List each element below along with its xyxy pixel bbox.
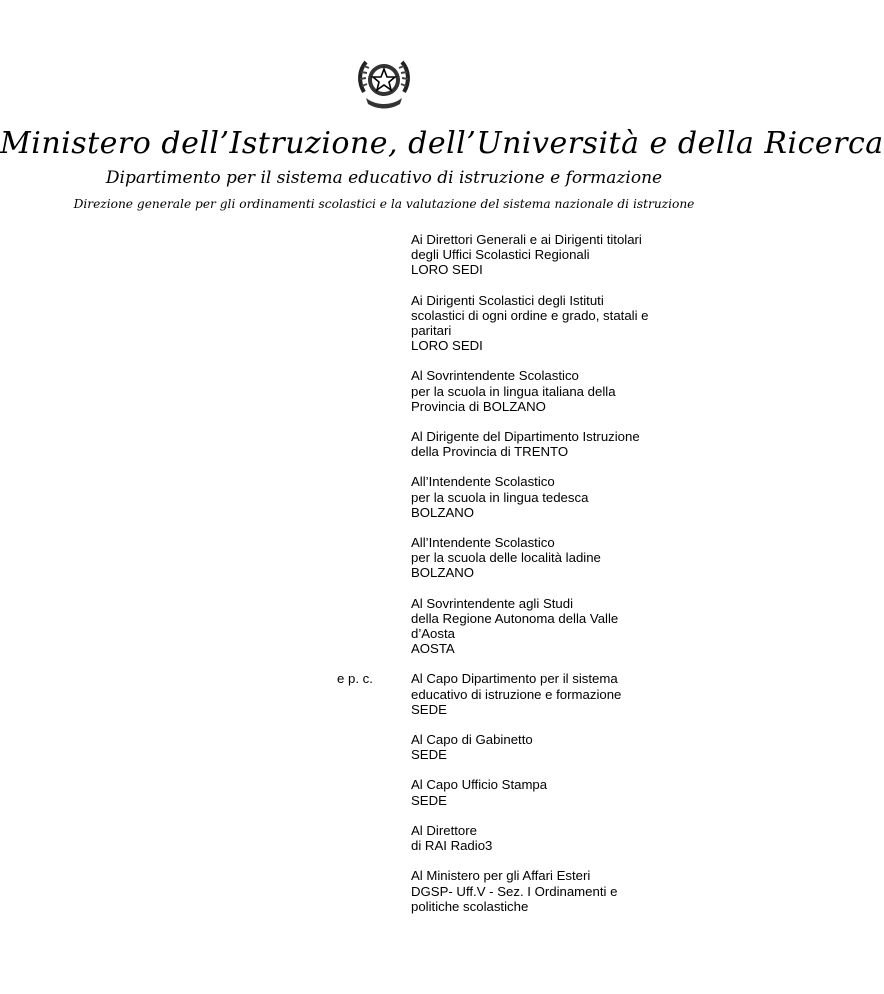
recipient-block bbox=[411, 777, 701, 807]
recipient-block bbox=[411, 596, 701, 657]
recipient-line: LORO SEDI bbox=[411, 262, 483, 278]
recipient-line: Al Ministero per gli Affari Esteri bbox=[411, 868, 591, 884]
recipient-line: Al Capo Ufficio Stampa bbox=[411, 777, 548, 793]
recipient-line: degli Uffici Scolastici Regionali bbox=[411, 247, 590, 263]
recipient-line: All’Intendente Scolastico bbox=[411, 474, 555, 490]
recipient-line: scolastici di ogni ordine e grado, statali e bbox=[411, 307, 649, 323]
recipient-line: SEDE bbox=[411, 747, 447, 763]
recipient-block bbox=[411, 868, 701, 914]
recipient-block bbox=[411, 823, 701, 853]
recipient-line: Al Sovrintendente agli Studi bbox=[411, 595, 574, 611]
epc-label: e p. c. bbox=[337, 671, 373, 687]
recipient-line: della Regione Autonoma della Valle bbox=[411, 610, 619, 626]
recipient-line: Ai Dirigenti Scolastici degli Istituti bbox=[411, 292, 604, 308]
recipient-line: per la scuola in lingua tedesca bbox=[411, 489, 589, 505]
recipient-line: Al Direttore bbox=[411, 822, 477, 838]
direction-title: Direzione generale per gli ordinamenti scolastici e la valutazione del sistema nazionale di istruzione bbox=[73, 197, 695, 211]
recipient-line: paritari bbox=[411, 323, 452, 339]
recipient-block bbox=[337, 671, 701, 717]
recipient-line: di RAI Radio3 bbox=[411, 838, 493, 854]
recipient-line: educativo di istruzione e formazione bbox=[411, 686, 622, 702]
recipient-line: Al Capo di Gabinetto bbox=[411, 732, 533, 748]
recipient-line: per la scuola in lingua italiana della bbox=[411, 383, 616, 399]
recipient-line: Al Capo Dipartimento per il sistema bbox=[411, 671, 618, 687]
italian-republic-emblem-icon bbox=[354, 52, 414, 114]
recipient-line: per la scuola delle località ladine bbox=[411, 550, 601, 566]
recipient-line: BOLZANO bbox=[411, 565, 475, 581]
recipient-line: LORO SEDI bbox=[411, 338, 483, 354]
recipient-block bbox=[411, 232, 701, 278]
recipient-line: Ai Direttori Generali e ai Dirigenti titolari bbox=[411, 232, 642, 247]
recipient-line: BOLZANO bbox=[411, 504, 475, 520]
recipient-line: SEDE bbox=[411, 701, 447, 717]
recipient-block bbox=[411, 732, 701, 762]
recipient-block bbox=[411, 293, 701, 354]
recipients-list bbox=[337, 232, 701, 929]
recipient-block bbox=[411, 429, 701, 459]
recipient-line: Al Sovrintendente Scolastico bbox=[411, 368, 579, 384]
recipient-line: d’Aosta bbox=[411, 626, 455, 642]
recipient-line: della Provincia di TRENTO bbox=[411, 444, 569, 460]
recipient-line: DGSP- Uff.V - Sez. I Ordinamenti e bbox=[411, 883, 618, 899]
recipient-block bbox=[411, 368, 701, 414]
recipient-line: SEDE bbox=[411, 792, 447, 808]
recipient-line: All’Intendente Scolastico bbox=[411, 535, 555, 551]
recipient-line: politiche scolastiche bbox=[411, 898, 529, 914]
recipient-block bbox=[411, 535, 701, 581]
recipient-line: Al Dirigente del Dipartimento Istruzione bbox=[411, 429, 640, 445]
recipient-line: AOSTA bbox=[411, 641, 455, 657]
ministry-title: Ministero dell’Istruzione, dell’Università e della Ricerca bbox=[0, 126, 884, 161]
department-title: Dipartimento per il sistema educativo di istruzione e formazione bbox=[105, 168, 663, 188]
recipient-block bbox=[411, 474, 701, 520]
recipient-line: Provincia di BOLZANO bbox=[411, 398, 546, 414]
